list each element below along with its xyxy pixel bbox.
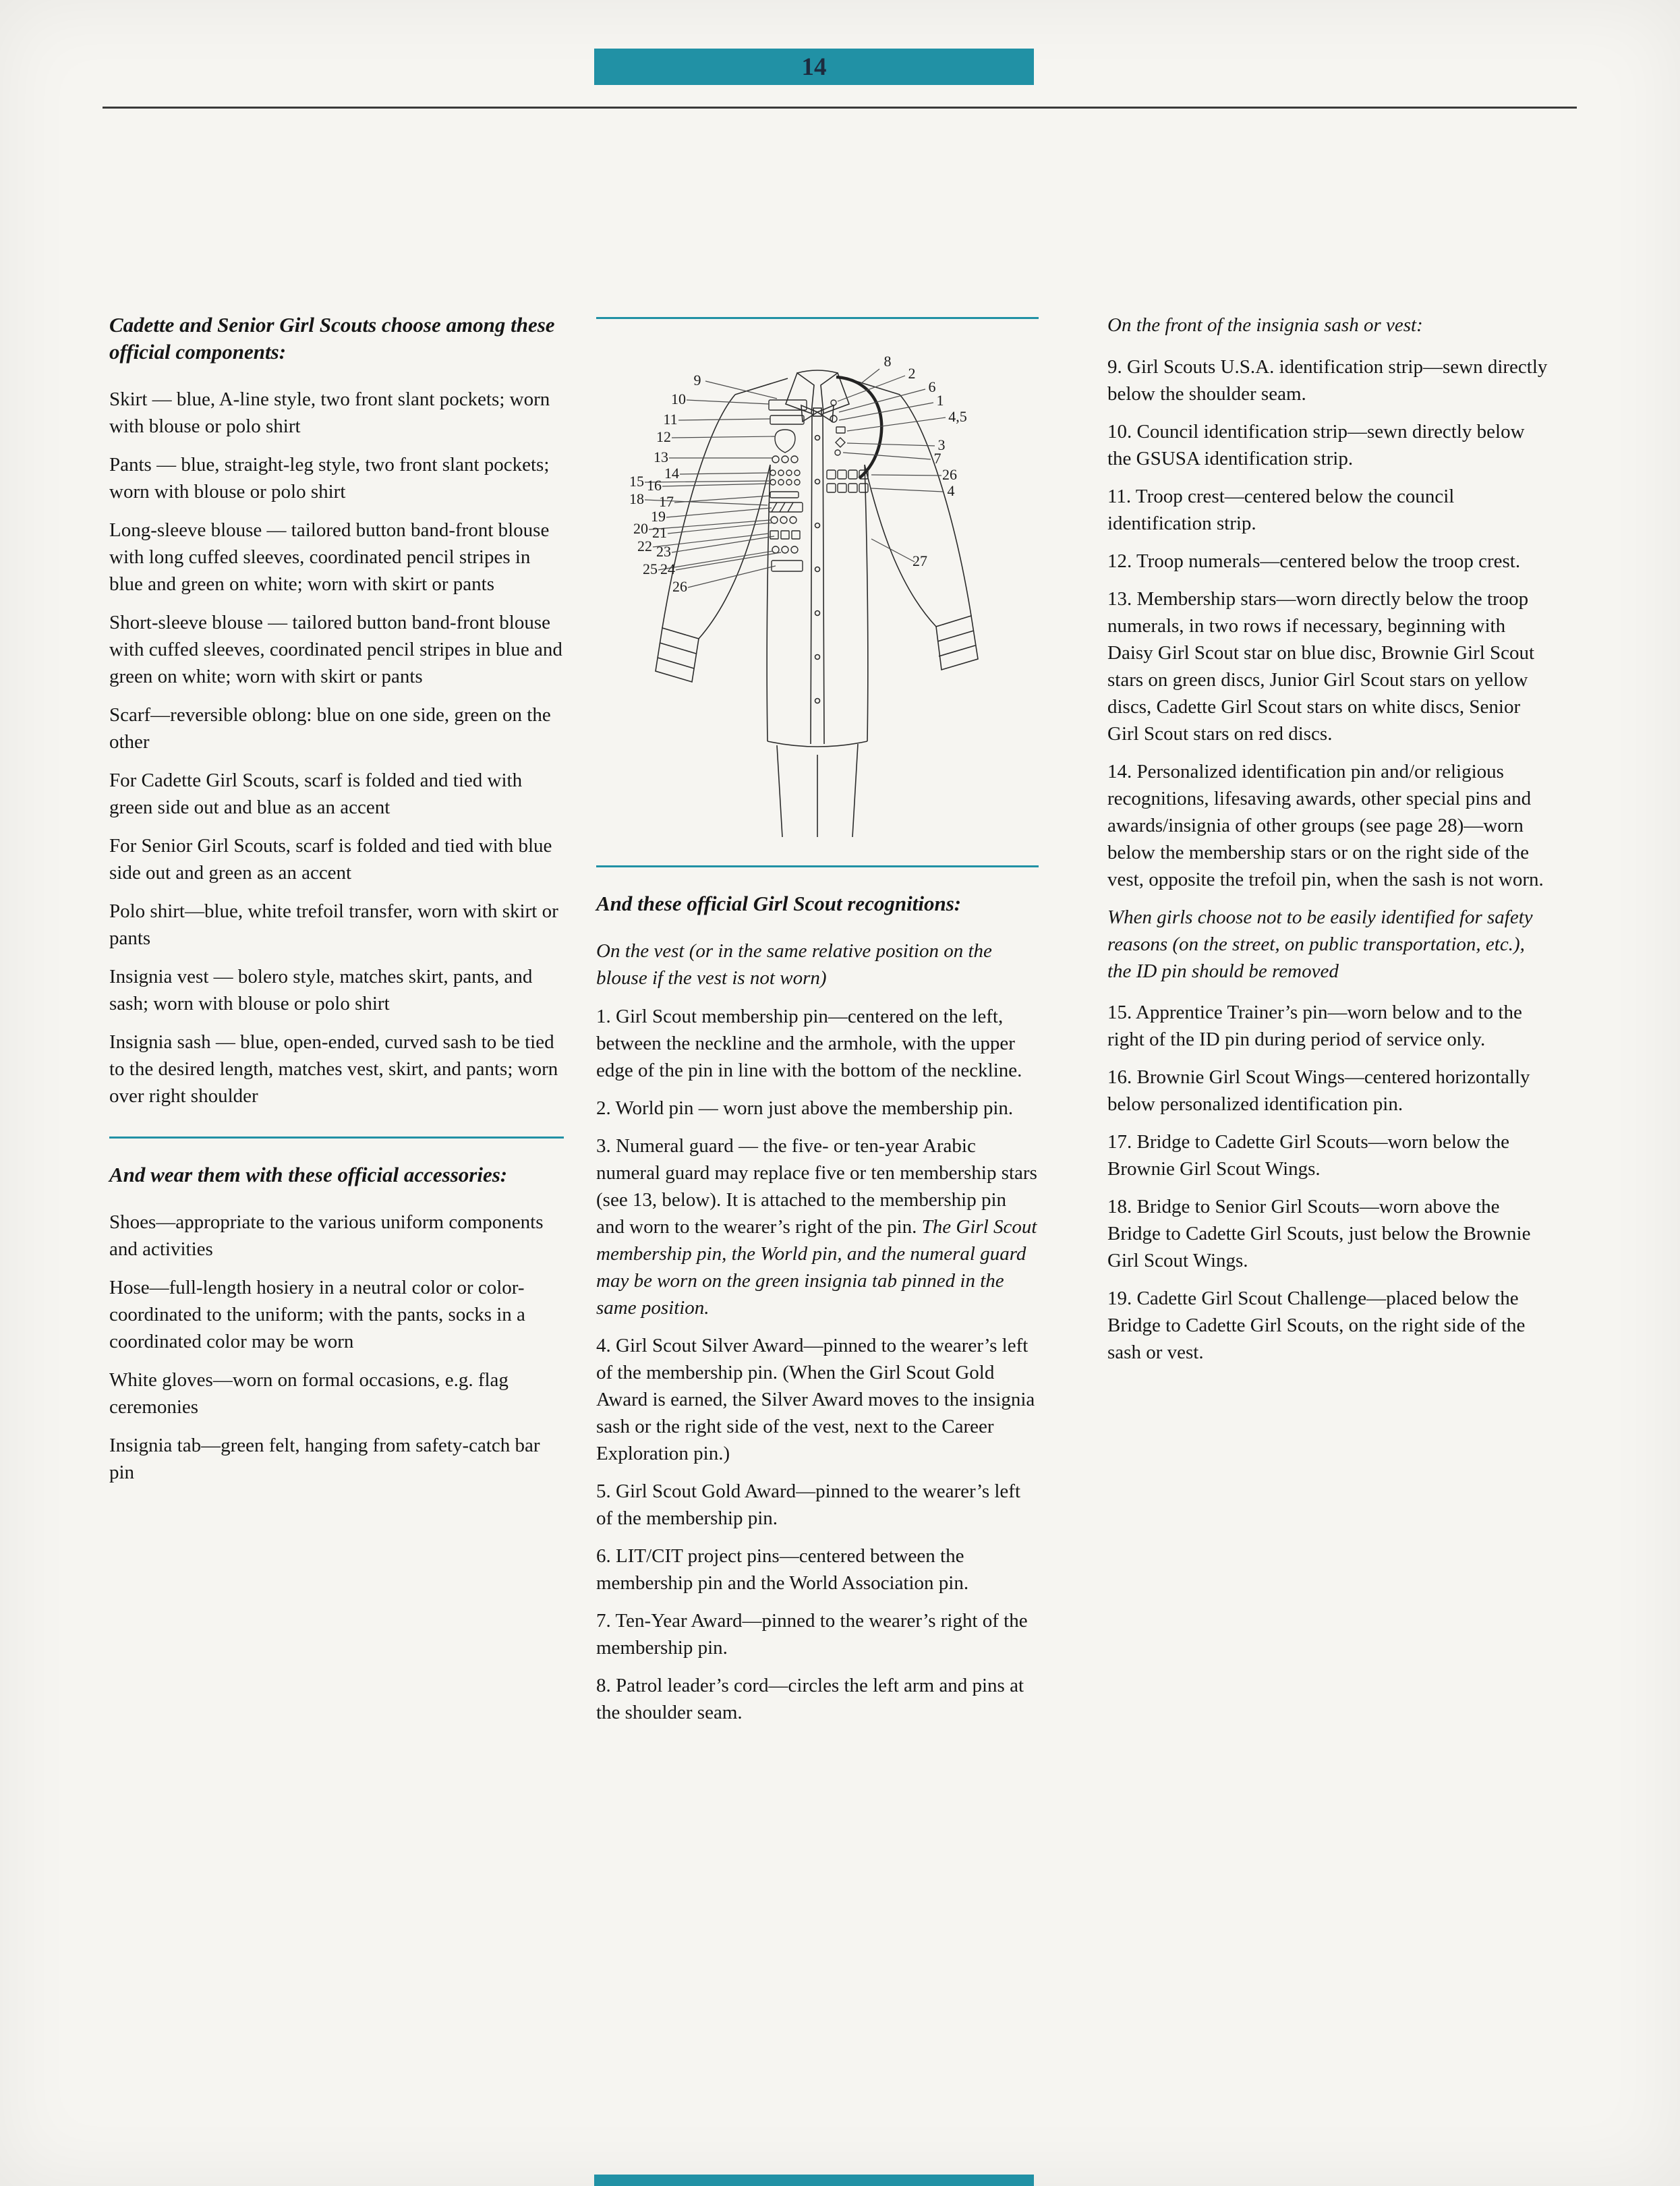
uniform-figure [596, 337, 1039, 838]
figure-callout: 12 [656, 428, 671, 445]
figure-callout: 15 [629, 473, 644, 490]
component-item: Insignia sash — blue, open-ended, curved sash to be tied to the desired length, matches vest, skirt, and pants; worn over right shoulder [109, 1031, 558, 1107]
uniform-blouse-drawing [656, 370, 978, 837]
figure-callout: 24 [660, 560, 675, 577]
recognition-item: 5. Girl Scout Gold Award—pinned to the wearer’s left of the membership pin. [596, 1480, 1021, 1529]
recognitions-heading: And these official Girl Scout recognitions: [596, 892, 962, 915]
sash-item: 19. Cadette Girl Scout Challenge—placed below the Bridge to Cadette Girl Scouts, on the right side of the sash or vest. [1107, 1288, 1526, 1363]
right-column [1107, 312, 1553, 1377]
figure-callout: 9 [693, 372, 701, 389]
figure-callout: 27 [913, 552, 927, 569]
recognition-item: 8. Patrol leader’s cord—circles the left arm and pins at the shoulder seam. [596, 1675, 1024, 1723]
figure-callout: 3 [937, 436, 946, 453]
figure-callout: 14 [664, 465, 679, 482]
figure-callout: 25 [643, 560, 658, 577]
sash-item: 18. Bridge to Senior Girl Scouts—worn above the Bridge to Cadette Girl Scouts, just below the Brownie Girl Scout Wings. [1107, 1196, 1531, 1271]
sash-item: 11. Troop crest—centered below the council identification strip. [1107, 486, 1455, 534]
badge-cluster-left [769, 400, 807, 571]
figure-callout: 7 [933, 450, 942, 467]
left-column [109, 312, 564, 1497]
figure-callout: 18 [629, 490, 644, 507]
safety-note: When girls choose not to be easily identified for safety reasons (on the street, on public transportation, etc.), the ID pin should be removed [1107, 907, 1533, 982]
component-item: Polo shirt—blue, white trefoil transfer, worn with skirt or pants [109, 900, 558, 949]
recognition-item: 4. Girl Scout Silver Award—pinned to the wearer’s left of the membership pin. (When the Girl Scout Gold Award is earned, the Silver Award moves to the insignia sash or the right side of the vest, next to the Career Exploration pin.) [596, 1335, 1035, 1464]
figure-top-rule [596, 317, 1039, 319]
figure-callout: 8 [884, 353, 892, 370]
component-item: For Senior Girl Scouts, scarf is folded and tied with blue side out and green as an accent [109, 835, 552, 884]
component-item: Long-sleeve blouse — tailored button band-front blouse with long cuffed sleeves, coordinated pencil stripes in blue and green on white; worn with skirt or pants [109, 519, 550, 595]
header-rule [103, 107, 1577, 109]
figure-callout: 2 [908, 365, 916, 382]
patrol-cord-drawing [836, 377, 881, 478]
page-number: 14 [801, 53, 827, 81]
accessory-item: Insignia tab—green felt, hanging from safety-catch bar pin [109, 1435, 540, 1483]
figure-callout: 11 [663, 411, 678, 428]
sash-item: 17. Bridge to Cadette Girl Scouts—worn below the Brownie Girl Scout Wings. [1107, 1131, 1510, 1180]
accessory-item: Shoes—appropriate to the various uniform components and activities [109, 1211, 544, 1260]
recognition-item: 2. World pin — worn just above the membership pin. [596, 1097, 1014, 1119]
figure-callout: 6 [928, 378, 936, 395]
components-heading: Cadette and Senior Girl Scouts choose among these official components: [109, 313, 555, 364]
figure-callout: 17 [659, 493, 674, 510]
recognitions-intro: On the vest (or in the same relative position on the blouse if the vest is not worn) [596, 940, 992, 989]
figure-callout: 19 [651, 508, 666, 525]
component-item: Pants — blue, straight-leg style, two front slant pockets; worn with blouse or polo shirt [109, 454, 550, 502]
callout-leader-lines [645, 369, 946, 587]
sash-item: 10. Council identification strip—sewn directly below the GSUSA identification strip. [1107, 421, 1525, 469]
recognition-item: 1. Girl Scout membership pin—centered on the left, between the neckline and the armhole, with the upper edge of the pin in line with the bottom of the neckline. [596, 1006, 1022, 1081]
middle-column [596, 312, 1039, 1737]
figure-callout: 1 [936, 392, 944, 409]
recognition-item: 6. LIT/CIT project pins—centered between the membership pin and the World Association pin. [596, 1545, 969, 1594]
sash-item: 15. Apprentice Trainer’s pin—worn below and to the right of the ID pin during period of service only. [1107, 1002, 1522, 1050]
next-page-banner-edge [594, 2175, 1034, 2186]
figure-callout: 4,5 [948, 408, 967, 425]
component-item: Skirt — blue, A-line style, two front slant pockets; worn with blouse or polo shirt [109, 389, 550, 437]
figure-callout: 16 [647, 477, 662, 494]
accessory-item: Hose—full-length hosiery in a neutral color or color-coordinated to the uniform; with the pants, socks in a coordinated color may be worn [109, 1277, 525, 1352]
sash-front-heading: On the front of the insignia sash or vest: [1107, 314, 1423, 336]
figure-callout: 23 [656, 543, 671, 560]
figure-callout: 21 [652, 524, 667, 541]
component-item: For Cadette Girl Scouts, scarf is folded and tied with green side out and blue as an accent [109, 770, 523, 818]
accessories-heading: And wear them with these official accessories: [109, 1163, 508, 1186]
sash-item: 16. Brownie Girl Scout Wings—centered horizontally below personalized identification pin. [1107, 1066, 1530, 1115]
sash-item: 14. Personalized identification pin and/or religious recognitions, lifesaving awards, other special pins and awards/insignia of other groups (see page 28)—worn below the membership stars or on the right side of the vest, opposite the trefoil pin, when the sash is not worn. [1107, 761, 1544, 890]
recognition-item: 3. Numeral guard — the five- or ten-year Arabic numeral guard may replace five or ten membership stars (see 13, below). It is attached to the membership pin and worn to the wearer’s right of the pin. The Girl Scout membership pin, the World pin, and the numeral guard may be worn on the green insignia tab pinned in the same position. [596, 1135, 1037, 1319]
component-item: Insignia vest — bolero style, matches skirt, pants, and sash; worn with blouse or polo shirt [109, 966, 533, 1014]
figure-callout: 26 [672, 578, 687, 595]
figure-callout: 4 [947, 482, 955, 499]
page-number-banner [594, 49, 1034, 85]
figure-callout: 26 [942, 466, 957, 483]
accessory-item: White gloves—worn on formal occasions, e.g. flag ceremonies [109, 1369, 509, 1418]
component-item: Short-sleeve blouse — tailored button band-front blouse with cuffed sleeves, coordinated pencil stripes in blue and green on white; worn with skirt or pants [109, 612, 562, 687]
recognition-item: 7. Ten-Year Award—pinned to the wearer’s right of the membership pin. [596, 1610, 1028, 1659]
figure-callout: 13 [654, 449, 668, 465]
uniform-line-art [596, 337, 1039, 838]
figure-callout: 20 [633, 520, 648, 537]
section-divider [109, 1137, 564, 1139]
component-item: Scarf—reversible oblong: blue on one side, green on the other [109, 704, 551, 753]
figure-bottom-rule [596, 865, 1039, 867]
sash-item: 12. Troop numerals—centered below the troop crest. [1107, 550, 1521, 572]
figure-callout: 22 [637, 538, 652, 554]
figure-callout: 10 [671, 391, 686, 407]
sash-item: 9. Girl Scouts U.S.A. identification strip—sewn directly below the shoulder seam. [1107, 356, 1548, 405]
sash-item: 13. Membership stars—worn directly below the troop numerals, in two rows if necessary, beginning with Daisy Girl Scout star on blue disc, Brownie Girl Scout stars on green discs, Junior Girl Scout stars on yellow discs, Cadette Girl Scout stars on white discs, Senior Girl Scout stars on red discs. [1107, 588, 1535, 745]
